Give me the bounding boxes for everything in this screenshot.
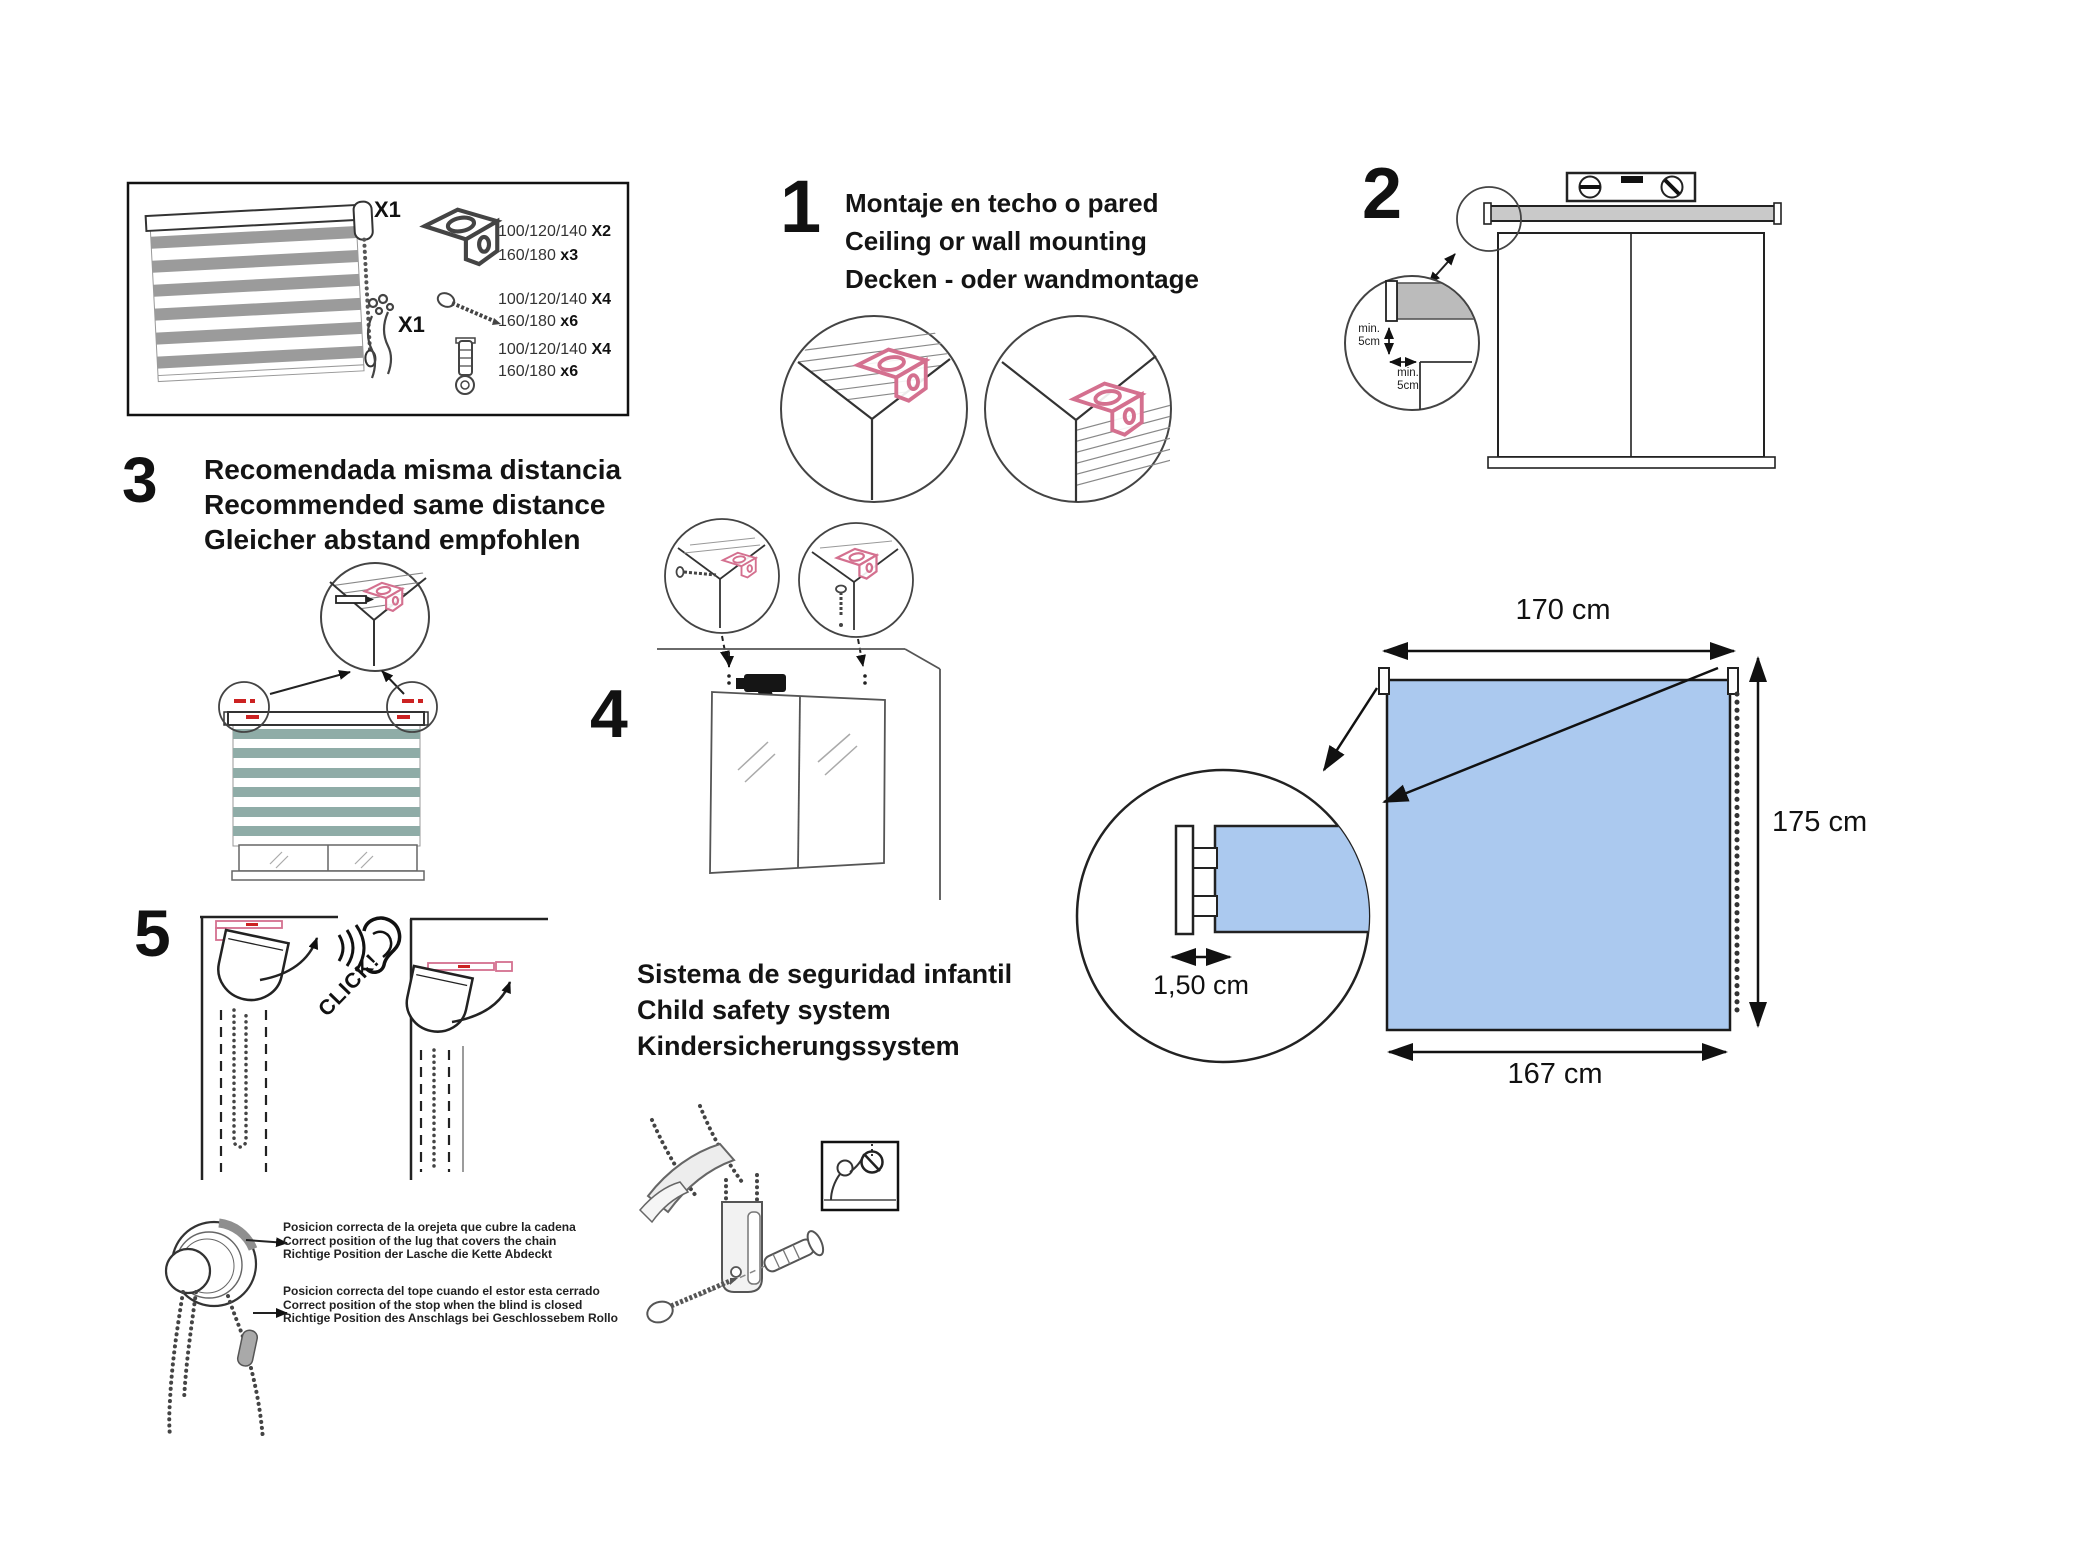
screw-qty-row1: 100/120/140 X4	[498, 291, 612, 308]
step4-diagram	[657, 649, 940, 900]
step3-title	[204, 452, 621, 557]
window-icon	[1488, 233, 1775, 468]
child-warning-inset	[822, 1142, 898, 1210]
bracket-depth-label: 1,50 cm	[1152, 970, 1250, 1000]
lug-note-es: Posicion correcta de la orejeta que cubre la cadena	[283, 1220, 576, 1234]
total-height-label: 175 cm	[1772, 806, 1868, 838]
blind-qty-label: X1	[374, 197, 401, 222]
step1-title-de: Decken - oder wandmontage	[845, 264, 1199, 294]
blind-illustration	[145, 201, 380, 382]
screw-qty-row2: 160/180 x6	[498, 313, 579, 330]
total-width-label: 170 cm	[1515, 594, 1611, 626]
step1-diagram	[665, 316, 1175, 666]
click-label: CLICK!	[314, 949, 385, 1021]
stop-note-en: Correct position of the stop when the blind is closed	[283, 1297, 583, 1312]
min-clearance-label-horizontal: min. 5cm	[1397, 367, 1419, 392]
step3-number: 3	[122, 444, 158, 516]
step5-number: 5	[134, 896, 171, 970]
bracket-pointer	[1324, 688, 1377, 770]
plug-qty-row1: 100/120/140 X4	[498, 341, 612, 358]
step3-title-en: Recommended same distance	[204, 489, 606, 520]
child-safety-es: Sistema de seguridad infantil	[637, 959, 1013, 989]
step2-diagram	[1345, 173, 1781, 468]
left-bracket	[1379, 668, 1389, 694]
lug-note-en: Correct position of the lug that covers the chain	[283, 1233, 557, 1248]
wall-plug-icon	[760, 1229, 826, 1278]
chain-tensioner	[722, 1202, 762, 1292]
step1-title	[845, 184, 1199, 298]
fabric-width-label: 167 cm	[1507, 1058, 1603, 1090]
chain-knob-diagram	[166, 1222, 287, 1440]
roller-bar	[1490, 206, 1777, 221]
bracket-qty-row1: 100/120/140 X2	[498, 223, 612, 240]
clips-qty-label: X1	[398, 312, 425, 337]
window-icon	[710, 692, 885, 873]
step3-diagram	[219, 563, 437, 880]
step1-title-en: Ceiling or wall mounting	[845, 226, 1147, 256]
step1-number: 1	[780, 165, 822, 248]
min-clearance-label-vertical: min. 5cm	[1358, 323, 1380, 348]
stop-note-es: Posicion correcta del tope cuando el estor esta cerrado	[283, 1284, 600, 1298]
lug-note	[283, 1221, 576, 1262]
child-safety-diagram	[640, 1106, 898, 1326]
step3-title-de: Gleicher abstand empfohlen	[204, 524, 581, 555]
screw-icon	[644, 1278, 738, 1326]
end-cap	[213, 930, 289, 1006]
window-icon	[232, 845, 424, 880]
stop-note-de: Richtige Position des Anschlags bei Geschlossebem Rollo	[283, 1311, 618, 1325]
step1-title-es: Montaje en techo o pared	[845, 188, 1159, 218]
step4-number: 4	[590, 676, 628, 752]
wall-plug-icon	[456, 338, 475, 394]
lug-note-de: Richtige Position der Lasche die Kette Abdeckt	[283, 1247, 552, 1261]
bracket-profile	[1176, 826, 1193, 934]
right-bracket	[1728, 668, 1738, 694]
bracket-qty-row2: 160/180 x3	[498, 247, 579, 264]
child-safety-de: Kindersicherungssystem	[637, 1031, 960, 1061]
chain-stop	[236, 1329, 258, 1367]
step2-number: 2	[1362, 154, 1403, 234]
step3-title-es: Recomendada misma distancia	[204, 454, 622, 485]
stop-note	[283, 1285, 618, 1326]
pencil-icon	[336, 596, 374, 603]
child-safety-en: Child safety system	[637, 995, 891, 1025]
plug-qty-row2: 160/180 x6	[498, 363, 579, 380]
spirit-level-icon	[1567, 173, 1695, 201]
chain-loop	[234, 1010, 246, 1147]
roller-tube	[1215, 826, 1375, 932]
child-safety-title	[637, 956, 1012, 1064]
